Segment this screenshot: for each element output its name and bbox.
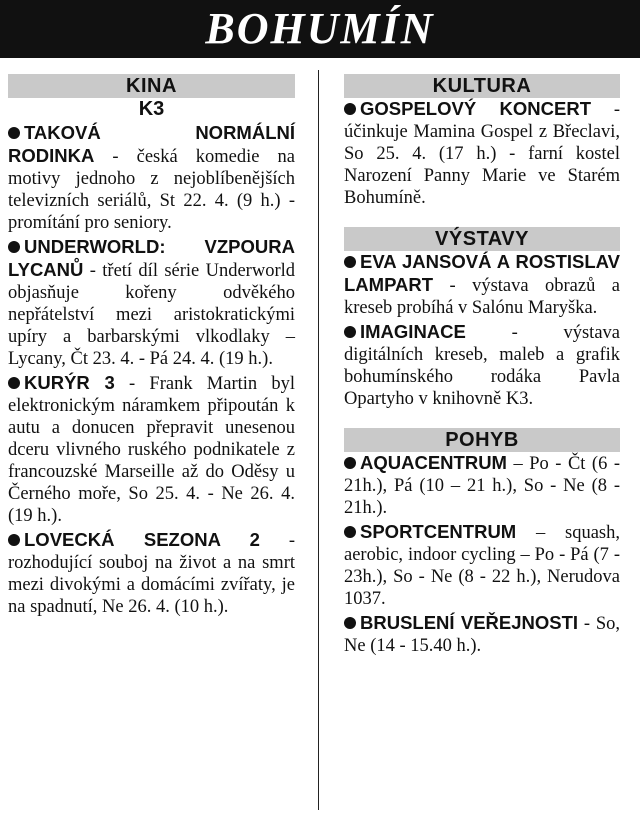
bullet-icon — [344, 103, 356, 115]
event-entry — [8, 529, 295, 618]
event-entry — [344, 321, 620, 410]
event-title: BRUSLENÍ VEŘEJNOSTI — [360, 612, 579, 633]
event-entry — [344, 521, 620, 610]
event-title: TAKOVÁ NORMÁLNÍ RODINKA — [8, 122, 295, 166]
bullet-icon — [344, 256, 356, 268]
event-text: – squash, aerobic, indoor cycling – Po - Pá (7 - 23h.), So - Ne (8 - 22 h.), Nerudova 1037. — [344, 523, 620, 609]
right-column — [344, 74, 620, 675]
section-vystavy — [344, 227, 620, 410]
event-title: UNDERWORLD: VZPOURA LYCANŮ — [8, 236, 295, 280]
event-text: - rozhodující souboj na život a na smrt mezi divokými a domácími zvířaty, je na spadnutí, Ne 26. 4. (10 h.). — [8, 531, 295, 617]
event-text: - účinkuje Mamina Gospel z Břeclavi, So 25. 4. (17 h.) - farní kostel Narození Panny Marie ve Starém Bohumíně. — [344, 100, 620, 208]
event-title: EVA JANSOVÁ A ROSTISLAV LAMPART — [344, 251, 620, 295]
bullet-icon — [344, 617, 356, 629]
event-text: - Frank Martin byl elektronickým náramkem připoután k autu a donucen přepravit unesenou dceru vlivného ruského podnikatele z francouzské Marseille až do Oděsy u Černého moře, So 25. 4. - Ne 26. 4. (19 h.). — [8, 374, 295, 526]
event-title: AQUACENTRUM — [360, 452, 507, 473]
bullet-icon — [8, 377, 20, 389]
event-title: IMAGINACE — [360, 321, 466, 342]
bullet-icon — [344, 457, 356, 469]
section-pohyb — [344, 428, 620, 657]
masthead-title: BOHUMÍN — [205, 4, 435, 53]
section-kultura — [344, 74, 620, 209]
event-text: - výstava obrazů a kreseb probíhá v Salónu Maryška. — [344, 276, 620, 318]
venue-name: K3 — [138, 98, 165, 120]
bullet-icon — [8, 241, 20, 253]
event-text: - výstava digitálních kreseb, maleb a grafik bohumínského rodáka Pavla Opartyho v knihovně K3. — [344, 323, 620, 409]
event-entry — [8, 122, 295, 234]
event-title: GOSPELOVÝ KONCERT — [360, 98, 591, 119]
masthead — [0, 0, 640, 58]
event-text: - So, Ne (14 - 15.40 h.). — [344, 614, 620, 656]
event-entry — [344, 612, 620, 657]
event-text: - česká komedie na motivy jednoho z nejoblíbenějších televizních seriálů, St 22. 4. (9 h.) - promítání pro seniory. — [8, 147, 295, 233]
event-entry — [344, 98, 620, 209]
event-entry — [8, 372, 295, 527]
event-entry — [344, 452, 620, 519]
bullet-icon — [344, 526, 356, 538]
section-kina — [8, 74, 295, 618]
section-heading-vystavy: VÝSTAVY — [344, 227, 620, 251]
bullet-icon — [8, 534, 20, 546]
bullet-icon — [8, 127, 20, 139]
bullet-icon — [344, 326, 356, 338]
section-heading-pohyb: POHYB — [344, 428, 620, 452]
event-text: – Po - Čt (6 - 21h.), Pá (10 – 21 h.), So - Ne (8 - 21h.). — [344, 454, 620, 518]
event-entry — [8, 236, 295, 370]
section-heading-kina: KINA — [8, 74, 295, 98]
event-entry — [344, 251, 620, 319]
event-title: SPORTCENTRUM — [360, 521, 517, 542]
event-title: KURÝR 3 — [24, 372, 115, 393]
event-text: - třetí díl série Underworld objasňuje kořeny odvěkého nepřátelství mezi aristokratickými upíry a barbarskými vlkodlaky – Lycany, Čt 23. 4. - Pá 24. 4. (19 h.). — [8, 261, 295, 369]
event-title: LOVECKÁ SEZONA 2 — [24, 529, 260, 550]
left-column — [8, 74, 295, 636]
section-heading-kultura: KULTURA — [344, 74, 620, 98]
column-divider — [318, 70, 319, 810]
